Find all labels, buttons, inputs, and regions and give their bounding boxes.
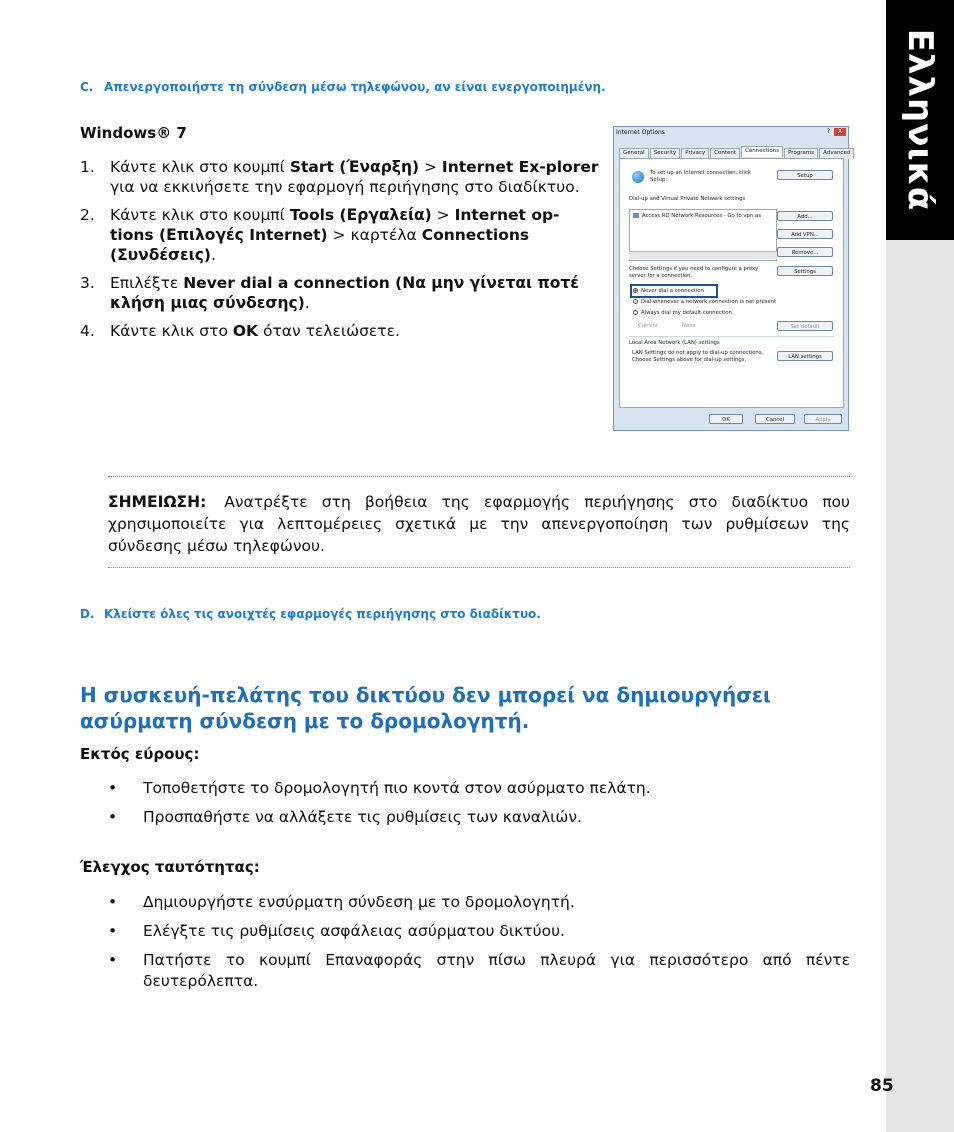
step-text: Επιλέξτε: [110, 274, 184, 292]
step-text: >: [419, 158, 442, 176]
step-c: [80, 80, 606, 94]
step-4: [80, 321, 600, 341]
windows-7-heading: Windows® 7: [80, 124, 187, 142]
step-bold: Never dial a connection (Να μην γίνεται ποτέ κλήση μιας σύνδεσης): [110, 274, 579, 312]
language-label: Ελληνικά: [900, 28, 941, 212]
proxy-text: Choose Settings if you need to configure a proxy server for a connection.: [629, 266, 759, 279]
apply-button[interactable]: Apply: [804, 414, 842, 424]
list-item: • Τοποθετήστε το δρομολογητή πιο κοντά στον ασύρματο πελάτη.: [108, 778, 850, 799]
step-text: Κάντε κλικ στο κουμπί: [110, 206, 290, 224]
tab-advanced[interactable]: Advanced: [819, 148, 854, 159]
step-text: για να εκκινήσετε την εφαρμογή περιήγησης στο διαδίκτυο.: [110, 178, 580, 196]
set-default-button[interactable]: Set default: [777, 321, 833, 331]
step-bold: Connections (Συνδέσεις): [110, 226, 530, 264]
step-c-text: Απενεργοποιήστε τη σύνδεση μέσω τηλεφώνου, αν είναι ενεργοποιημένη.: [104, 80, 606, 94]
radio-label: Always dial my default connection: [641, 310, 732, 316]
step-text: .: [211, 246, 216, 264]
step-d-letter: D.: [80, 607, 95, 621]
radio-dial-whenever[interactable]: [633, 299, 776, 306]
section-title: Η συσκευή-πελάτης του δικτύου δεν μπορεί να δημιουργήσει ασύρματη σύνδεση με το δρομολογητή.: [80, 683, 771, 733]
horizontal-scrollbar[interactable]: [629, 251, 777, 259]
out-of-range-list: [108, 778, 850, 836]
tab-connections[interactable]: Connections: [741, 146, 783, 157]
tab-programs[interactable]: Programs: [784, 148, 818, 159]
setup-text: To set up an Internet connection, click Setup.: [650, 170, 751, 183]
step-text: Κάντε κλικ στο κουμπί: [110, 158, 290, 176]
step-bold: OK: [232, 322, 259, 340]
step-bold: Internet Ex-plorer: [441, 158, 599, 176]
lan-settings-button[interactable]: LAN settings: [777, 351, 833, 361]
setup-button[interactable]: Setup: [777, 170, 833, 180]
step-text: >: [431, 206, 455, 224]
internet-options-dialog: [613, 126, 849, 431]
remove-button[interactable]: Remove...: [777, 247, 833, 257]
network-icon: [633, 213, 639, 218]
radio-icon: [633, 310, 638, 315]
step-d: [80, 607, 541, 621]
dialog-title: Internet Options: [616, 129, 665, 136]
authentication-heading: Έλεγχος ταυτότητας:: [80, 858, 260, 876]
steps-list: [80, 157, 600, 349]
step-bold: Tools (Εργαλεία): [289, 206, 432, 224]
step-d-text: Κλείστε όλες τις ανοιχτές εφαρμογές περιήγησης στο διαδίκτυο.: [104, 607, 541, 621]
current-label: Current: [638, 323, 658, 329]
ok-button[interactable]: OK: [709, 414, 743, 424]
add-button[interactable]: Add...: [777, 211, 833, 221]
note-label: ΣΗΜΕΙΩΣΗ:: [108, 493, 207, 511]
list-item-label: Access RD Network Resources - Go to vpn.as: [642, 213, 761, 219]
tab-general[interactable]: General: [619, 148, 649, 159]
step-text: .: [304, 294, 310, 312]
authentication-list: [108, 892, 850, 1000]
step-bold: Start (Έναρξη): [289, 158, 420, 176]
list-item: • Προσπαθήστε να αλλάξετε τις ρυθμίσεις των καναλιών.: [108, 807, 850, 828]
radio-always-dial[interactable]: [633, 310, 732, 317]
settings-button[interactable]: Settings: [777, 266, 833, 276]
vpn-settings-label: Dial-up and Virtual Private Network settings: [629, 196, 746, 202]
step-3: [80, 273, 600, 313]
current-value: None: [682, 323, 696, 329]
step-number: 1.: [80, 158, 95, 176]
language-sidebar: [886, 0, 954, 1132]
step-number: 3.: [80, 274, 95, 292]
divider: [629, 336, 834, 337]
note-box: [108, 476, 850, 568]
step-number: 2.: [80, 206, 95, 224]
step-text: όταν τελειώσετε.: [258, 322, 400, 340]
cancel-button[interactable]: Cancel: [755, 414, 795, 424]
internet-globe-icon: [632, 171, 644, 183]
connections-panel: [619, 158, 844, 408]
step-bold: Internet op-tions (Επιλογές Internet): [110, 206, 560, 244]
step-1: [80, 157, 600, 197]
radio-label: Never dial a connection: [641, 288, 704, 294]
note-text: Ανατρέξτε στη βοήθεια της εφαρμογής περιήγησης στο διαδίκτυο που χρησιμοποιείτε για λεπτομέρειες σχετικά με την απενεργοποίηση των ρυθμίσεων της σύνδεσης μέσω τηλεφώνου.: [108, 493, 850, 555]
list-item[interactable]: [633, 213, 761, 220]
tab-privacy[interactable]: Privacy: [681, 148, 709, 159]
step-number: 4.: [80, 322, 95, 340]
tab-security[interactable]: Security: [650, 148, 681, 159]
step-text: Κάντε κλικ στο: [110, 322, 233, 340]
step-c-letter: C.: [80, 80, 94, 94]
step-text: > καρτέλα: [327, 226, 422, 244]
list-item: • Ελέγξτε τις ρυθμίσεις ασφάλειας ασύρματου δικτύου.: [108, 921, 850, 942]
list-item: • Πατήστε το κουμπί Επαναφοράς στην πίσω πλευρά για περισσότερο από πέντε δευτερόλεπτα.: [108, 950, 850, 992]
close-icon[interactable]: X: [834, 128, 846, 136]
page-number: 85: [870, 1076, 894, 1096]
highlight-box: [630, 284, 718, 298]
out-of-range-heading: Εκτός εύρους:: [80, 745, 200, 763]
radio-icon: [633, 299, 638, 304]
step-2: [80, 205, 600, 265]
lan-settings-label: Local Area Network (LAN) settings: [629, 340, 720, 346]
radio-label: Dial whenever a network connection is not present: [641, 299, 777, 305]
list-item: • Δημιουργήστε ενσύρματη σύνδεση με το δρομολογητή.: [108, 892, 850, 913]
help-icon[interactable]: ?: [826, 128, 830, 135]
add-vpn-button[interactable]: Add VPN...: [777, 229, 833, 239]
tab-content[interactable]: Content: [710, 148, 740, 159]
lan-text: LAN Settings do not apply to dial-up connections. Choose Settings above for dial-up settings.: [632, 350, 764, 363]
